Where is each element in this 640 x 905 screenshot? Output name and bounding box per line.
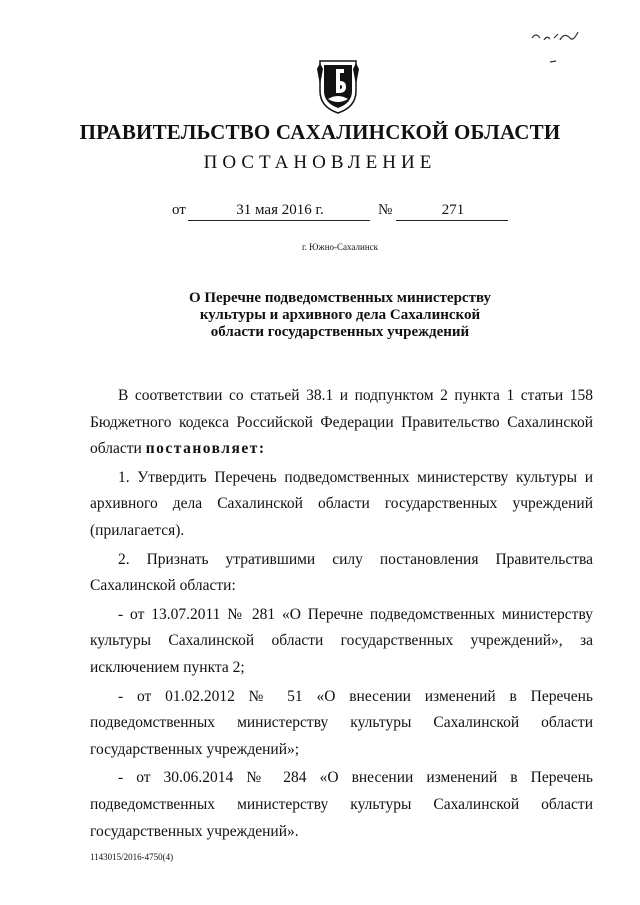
date-underline	[188, 220, 370, 221]
organization-title: ПРАВИТЕЛЬСТВО САХАЛИНСКОЙ ОБЛАСТИ	[79, 120, 561, 144]
intro-text: В соответствии со статьей 38.1 и подпунктом 2 пункта 1 статьи 158 Бюджетного кодекса Российской Федерации Правительство Сахалинской области	[90, 387, 593, 458]
document-registry-code: 1143015/2016-4750(4)	[90, 852, 174, 862]
item-1: 1. Утвердить Перечень подведомственных министерству культуры и архивного дела Сахалинской области государственных учреждений (прилагается).	[90, 468, 593, 539]
number-label: №	[378, 202, 393, 218]
handwritten-mark-icon	[528, 22, 598, 72]
document-number: 271	[441, 202, 465, 218]
document-subject	[160, 290, 520, 341]
number-underline	[396, 220, 508, 221]
date-number-line	[0, 202, 640, 224]
city-label: г. Южно-Сахалинск	[301, 242, 378, 252]
subject-line-3: области государственных учреждений	[210, 324, 470, 340]
subject-line-2: культуры и архивного дела Сахалинской	[199, 307, 481, 323]
repealed-decree-1: - от 13.07.2011 № 281 «О Перечне подведомственных министерству культуры Сахалинской области государственных учреждений», за исключением пункта 2;	[90, 605, 593, 676]
document-date: 31 мая 2016 г.	[236, 202, 324, 218]
sakhalin-coat-of-arms-icon	[314, 55, 362, 115]
document-type: ПОСТАНОВЛЕНИЕ	[203, 152, 437, 173]
from-label: от	[172, 202, 186, 218]
repealed-decree-3: - от 30.06.2014 № 284 «О внесении изменений в Перечень подведомственных министерству культуры Сахалинской области государственных учреждений».	[90, 769, 593, 840]
repealed-decree-2: - от 01.02.2012 № 51 «О внесении изменений в Перечень подведомственных министерству культуры Сахалинской области государственных учреждений»;	[90, 687, 593, 758]
document-body	[90, 383, 593, 845]
decree-word: постановляет:	[145, 440, 266, 458]
subject-line-1: О Перечне подведомственных министерству	[188, 290, 492, 306]
intro-paragraph	[90, 383, 593, 463]
item-2: 2. Признать утратившими силу постановления Правительства Сахалинской области:	[90, 550, 593, 595]
